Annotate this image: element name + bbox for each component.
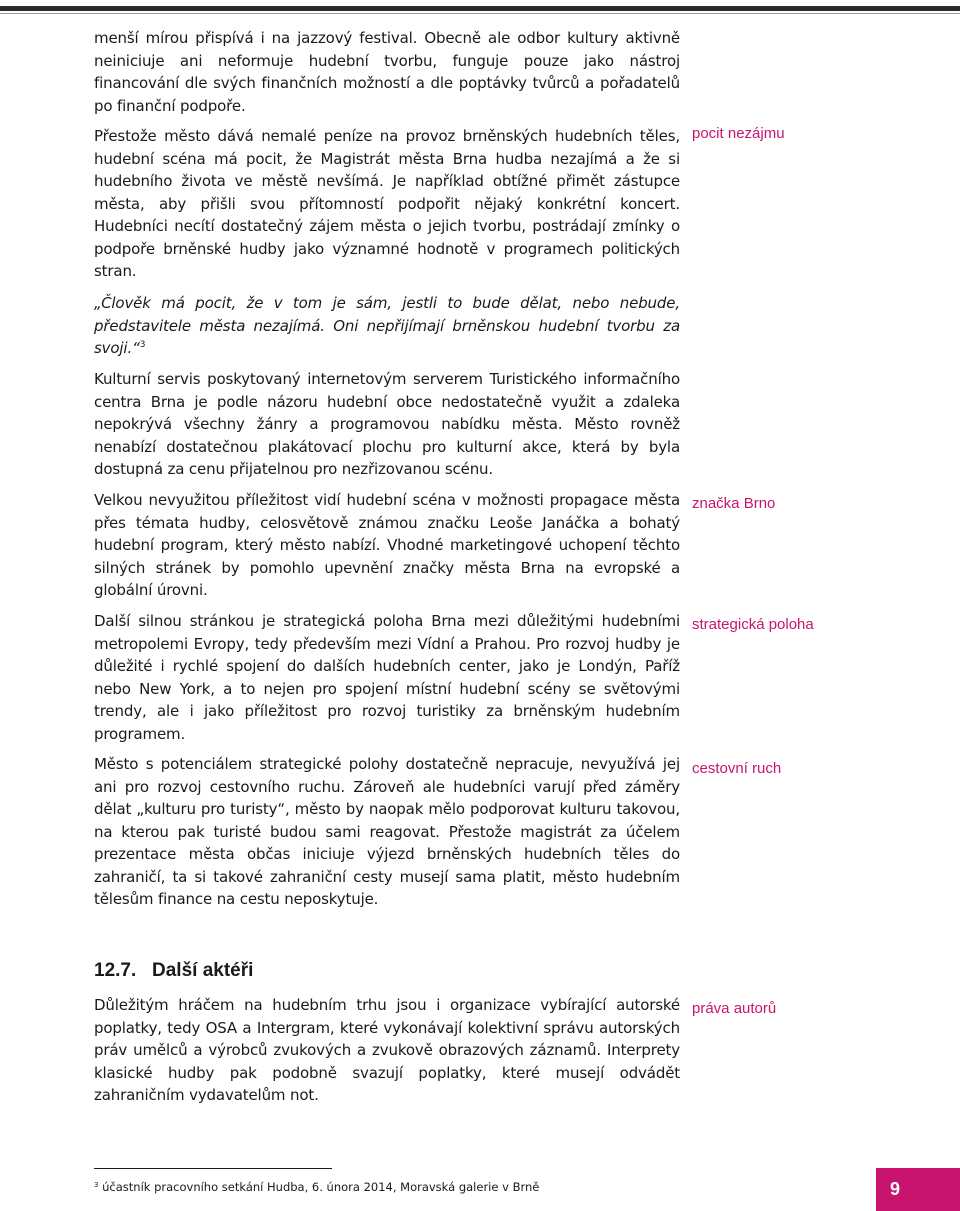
margin-note-prava-autoru: práva autorů — [692, 1000, 777, 1017]
footnote-ref: 3 — [139, 340, 146, 350]
paragraph-8: Důležitým hráčem na hudebním trhu jsou i organizace vybírající autorské poplatky, tedy OSA a Intergram, které vykonávají kolektivní správu autorských práv umělců a výrobců zvukových a zvukově obrazových záznamů. Interprety klasické hudby pak podobně svazují poplatky, které musejí odvádět zahraničním vydavatelům not. — [94, 996, 680, 1104]
section-heading — [94, 960, 253, 982]
footnote-rule — [94, 1168, 332, 1169]
margin-note-cestovni-ruch: cestovní ruch — [692, 760, 782, 777]
header-rule — [0, 6, 960, 11]
margin-note-strategicka-poloha: strategická poloha — [692, 616, 814, 633]
section-number: 12.7. — [94, 960, 137, 981]
paragraph-6: Další silnou stránkou je strategická poloha Brna mezi důležitými hudebními metropolemi Evropy, tedy především mezi Vídní a Prahou. Pro rozvoj hudby je důležité i rychlé spojení do dalších hudebních center, jako je Londýn, Paříž nebo New York, a to nejen pro spojení místní hudební scény se světovými trendy, ale i jako příležitost pro rozvoj turistiky za brněnským hudebním programem. — [94, 612, 680, 743]
quote-text: „Člověk má pocit, že v tom je sám, jestli to bude dělat, nebo nebude, představitele města nezajímá. Oni nepřijímají brněnskou hudební tvorbu za svoji.“ — [94, 294, 680, 357]
footnote-text: účastník pracovního setkání Hudba, 6. února 2014, Moravská galerie v Brně — [102, 1180, 540, 1194]
section-title: Další aktéři — [152, 960, 254, 981]
footnote-number: 3 — [94, 1181, 99, 1189]
paragraph-5: Velkou nevyužitou příležitost vidí hudební scéna v možnosti propagace města přes témata hudby, celosvětově známou značku Leoše Janáčka a bohatý hudební program, který město nabízí. Vhodné marketingové uchopení těchto silných stránek by pomohlo upevnění značky města Brna na evropské a globální úrovni. — [94, 491, 680, 599]
paragraph-7: Město s potenciálem strategické polohy dostatečně nepracuje, nevyužívá jej ani pro rozvoj cestovního ruchu. Zároveň ale hudebníci varují před záměry dělat „kulturu pro turisty“, město by naopak mělo podporovat kulturu takovou, na kterou pak turisté budou sami reagovat. Přestože magistrát za účelem prezentace města občas iniciuje výjezd brněnských hudebních těles do zahraničí, ta si takové zahraniční cesty musejí sama platit, město hudebním tělesům finance na cestu neposkytuje. — [94, 755, 680, 908]
paragraph-1: menší mírou přispívá i na jazzový festival. Obecně ale odbor kultury aktivně neiniciuje ani neformuje hudební tvorbu, funguje pouze jako nástroj financování dle svých finančních možností a dle poptávky tvůrců a pořadatelů po finanční podpoře. — [94, 29, 680, 115]
paragraph-2: Přestože město dává nemalé peníze na provoz brněnských hudebních těles, hudební scéna má pocit, že Magistrát města Brna hudba nezajímá a že si hudebního života ve městě nevšímá. Je například obtížné přimět zástupce města, aby přišli svou přítomností podpořit nějaký konkrétní koncert. Hudebníci necítí dostatečný zájem města o jejich tvorbu, postrádají zmínky o podpoře brněnské hudby jako významné hodnotě v programech politických stran. — [94, 127, 680, 280]
footnote — [94, 1180, 539, 1194]
header-rule-thin — [0, 13, 960, 14]
margin-note-pocit-nezajmu: pocit nezájmu — [692, 125, 785, 142]
quote-paragraph — [94, 292, 680, 360]
margin-note-znacka-brno: značka Brno — [692, 495, 776, 512]
paragraph-4: Kulturní servis poskytovaný internetovým serverem Turistického informačního centra Brna je podle názoru hudební obce nedostatečně využit a zdaleka nepokrývá všechny žánry a programovou nabídku města. Město rovněž nenabízí dostatečnou plakátovací plochu pro kulturní akce, která by byla dostupná za cenu přijatelnou pro nezřizovanou scénu. — [94, 370, 680, 478]
page-number-badge — [876, 1168, 960, 1211]
page-number: 9 — [890, 1179, 901, 1199]
